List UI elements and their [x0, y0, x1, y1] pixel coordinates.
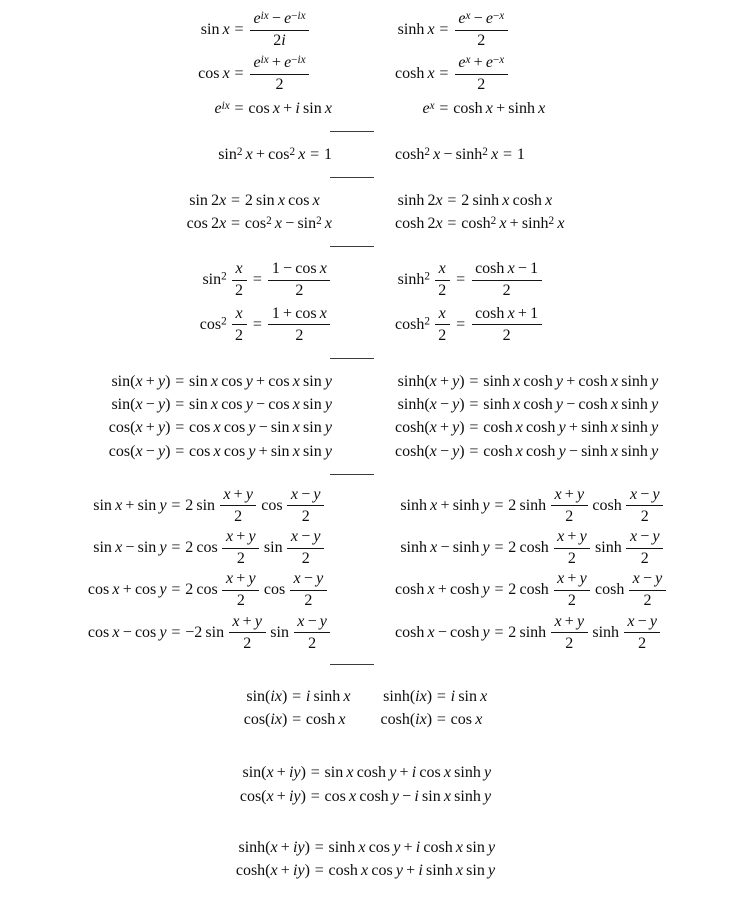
section-divider-rule: [330, 131, 374, 132]
fraction: $\frac{x + y}{2}$: [229, 613, 266, 653]
equation-rhs: sinh x cosh y − cosh x sinh y: [483, 396, 659, 414]
equals-sign: =: [494, 581, 504, 599]
hyperbolic-double-angle: [395, 187, 564, 237]
equation-lhs: cos(x + y): [108, 419, 171, 437]
hyperbolic-column: [395, 368, 731, 465]
equation: [187, 214, 332, 233]
equation: [395, 372, 658, 391]
equation: [200, 305, 332, 345]
equation-rhs: sinh x cosh y + cosh x sinh y: [483, 373, 659, 390]
equation-lhs: sin(x − y): [111, 396, 171, 414]
equation: [395, 99, 545, 118]
equation-lhs: sinh 2x: [397, 192, 443, 209]
equation-rhs: $\cos^2 x - \sin^2 x$: [244, 214, 332, 233]
band-euler-definitions: [0, 6, 731, 122]
equation: [88, 570, 332, 610]
fraction: $\frac{x - y}{2}$: [629, 570, 666, 610]
section-divider-rule: [330, 474, 374, 475]
equation-lhs: $\cos^2$ $\frac{x}{2}$: [200, 305, 248, 345]
equation-lhs: sinh x − sinh y: [400, 538, 490, 556]
trig-half-angle: [200, 256, 332, 349]
equation: [187, 191, 332, 210]
equation-rhs: 2 cosh $\frac{x + y}{2}$ cosh $\frac{x - y}{2}$: [508, 570, 667, 610]
equals-sign: =: [456, 315, 466, 333]
equals-sign: =: [494, 496, 504, 514]
hyperbolic-column: [395, 141, 731, 168]
equation-rhs: cos x cos y − sin x sin y: [189, 419, 332, 437]
equals-sign: =: [171, 623, 181, 641]
equals-sign: =: [469, 396, 479, 414]
equation-rhs: 2 sinh $\frac{x + y}{2}$ cosh $\frac{x - y}{2}$: [508, 486, 667, 526]
hyperbolic-addition: [395, 368, 658, 465]
fraction: $\frac{e^{ix} + e^{-ix}}{2}$: [250, 54, 309, 94]
fraction: $\frac{x - y}{2}$: [290, 570, 327, 610]
equation-rhs: [248, 54, 332, 94]
trig-column: [0, 141, 332, 168]
trig-column: [0, 187, 332, 237]
equals-sign: =: [230, 215, 241, 233]
equation: [395, 260, 543, 300]
equation: [244, 687, 351, 706]
equation-rhs: sin x cos y − cos x sin y: [189, 396, 332, 414]
hyperbolic-column: [395, 6, 731, 122]
equation: [109, 418, 332, 437]
equation-rhs: 2 sin $\frac{x + y}{2}$ cos $\frac{x - y}{2}$: [185, 486, 332, 526]
equation: [198, 10, 332, 50]
equation-rhs: 2 cosh $\frac{x + y}{2}$ sinh $\frac{x - y}{2}$: [508, 528, 667, 568]
trig-column: [0, 256, 332, 349]
fraction: $\frac{\text{cosh x − 1}}{2}$: [472, 260, 542, 300]
equation-rhs: 2 cos $\frac{x + y}{2}$ sin $\frac{x - y}{2}$: [185, 528, 332, 568]
equation-rhs: [470, 260, 543, 300]
equation-lhs: $\cosh^2$ $\frac{x}{2}$: [395, 305, 451, 345]
equation-rhs: 2 sinh $\frac{x + y}{2}$ sinh $\frac{x - y}{2}$: [508, 613, 667, 653]
equation-lhs: sin x − sin y: [93, 538, 167, 556]
equation-lhs: cos 2x: [186, 215, 227, 233]
section-divider-rule: [330, 246, 374, 247]
equation-rhs: cosh x cosh y − sinh x sinh y: [483, 442, 659, 460]
equals-sign: =: [234, 65, 244, 83]
equation-lhs: sin x + sin y: [93, 496, 167, 514]
equals-sign: =: [436, 711, 446, 729]
equation: [395, 10, 545, 50]
equals-sign: =: [171, 538, 181, 556]
equals-sign: =: [469, 442, 479, 460]
equals-sign: =: [439, 99, 449, 117]
equation-lhs: sinh(x + y): [397, 373, 465, 390]
equation-lhs: $e^x$: [422, 99, 435, 117]
equation-lhs: cos(ix): [243, 711, 288, 729]
trig-double-angle: [187, 187, 332, 237]
equation-lhs: sinh(x + iy): [238, 838, 310, 856]
equation-lhs: sin 2x: [189, 192, 227, 209]
hyperbolic-complex-argument: [236, 834, 495, 884]
band-hyperbolic-complex-argument: [0, 834, 731, 884]
equation-lhs: cos(x − y): [108, 442, 171, 460]
fraction: $\frac{x}{2}$: [435, 260, 450, 300]
equation: [381, 687, 488, 706]
fraction: $\frac{x + y}{2}$: [551, 613, 588, 653]
equation-rhs: i sinh x: [305, 688, 351, 705]
equation: [198, 99, 332, 118]
fraction: $\frac{\text{1 + cos x}}{2}$: [268, 305, 330, 345]
equals-sign: =: [494, 538, 504, 556]
equation: [236, 861, 495, 880]
band-addition: [0, 368, 731, 465]
band-imaginary-argument: [0, 683, 731, 733]
equation: [395, 528, 667, 568]
trig-complex-argument: [240, 759, 491, 809]
equals-sign: =: [230, 192, 241, 209]
equals-sign: =: [439, 20, 449, 38]
equation-rhs: [248, 10, 332, 50]
equation: [395, 486, 667, 526]
equals-sign: =: [436, 688, 446, 705]
equation-lhs: $\sin^2$ $\frac{x}{2}$: [200, 260, 248, 300]
equals-sign: =: [310, 764, 320, 782]
equation-rhs: [453, 54, 545, 94]
hyperbolic-imaginary-argument: [381, 683, 488, 733]
equals-sign: =: [469, 373, 479, 390]
fraction: $\frac{\text{1 − cos x}}{2}$: [268, 260, 330, 300]
equation-lhs: $\sin^2 x + \cos^2 x$: [218, 145, 306, 163]
equation-lhs: sin(x + iy): [242, 764, 306, 782]
equals-sign: =: [292, 711, 302, 729]
trig-addition: [109, 368, 332, 465]
fraction: $\frac{x - y}{2}$: [624, 613, 661, 653]
equation-lhs: sin(x + y): [111, 373, 171, 390]
equals-sign: =: [494, 623, 504, 641]
equals-sign: =: [252, 271, 262, 289]
band-half-angle: [0, 256, 731, 349]
equation-rhs: −2 sin $\frac{x + y}{2}$ sin $\frac{x - y}{2}$: [185, 613, 332, 653]
equation-rhs: sin x cos y + cos x sin y: [189, 373, 332, 390]
equation: [381, 710, 488, 729]
fraction: $\frac{e^x - e^{-x}}{2}$: [455, 10, 508, 50]
equation-rhs: 2 cos $\frac{x + y}{2}$ cos $\frac{x - y}{2}$: [185, 570, 332, 610]
equation-lhs: cosh x: [395, 65, 435, 83]
hyperbolic-pythagorean: [395, 141, 525, 168]
fraction: $\frac{x + y}{2}$: [554, 528, 591, 568]
hyperbolic-half-angle: [395, 256, 543, 349]
equation: [244, 710, 351, 729]
equation-lhs: cosh x + cosh y: [395, 581, 490, 599]
fraction: $\frac{e^{ix} - e^{-ix}}{2i}$: [250, 10, 309, 50]
equation: [395, 54, 545, 94]
equation: [88, 528, 332, 568]
equation-lhs: cos x + cos y: [87, 581, 167, 599]
equals-sign: =: [234, 20, 244, 38]
equation-lhs: sinh x + sinh y: [400, 496, 490, 514]
equation-rhs: cos x cos y + sin x sin y: [189, 442, 332, 460]
equation-lhs: cos(x + iy): [239, 787, 306, 805]
equation: [109, 395, 332, 414]
fraction: $\frac{x + y}{2}$: [222, 570, 259, 610]
equation-rhs: i sin x: [450, 688, 488, 705]
equation-rhs: cosh x + sinh x: [453, 99, 546, 117]
equation: [395, 191, 564, 210]
equation-rhs: 2 sinh x cosh x: [461, 192, 553, 209]
equation-lhs: cosh 2x: [395, 215, 443, 233]
equation: [395, 442, 658, 461]
hyperbolic-column: [395, 484, 731, 655]
fraction: $\frac{e^x + e^{-x}}{2}$: [455, 54, 508, 94]
equation-rhs: cos x cosh y − i sin x sinh y: [324, 787, 492, 805]
hyperbolic-column: [395, 256, 731, 349]
fraction: $\frac{x - y}{2}$: [287, 528, 324, 568]
trig-column: [0, 484, 332, 655]
equals-sign: =: [171, 581, 181, 599]
equals-sign: =: [502, 145, 513, 163]
fraction: $\frac{x}{2}$: [435, 305, 450, 345]
fraction: $\frac{x + y}{2}$: [220, 486, 257, 526]
trig-pythagorean: [218, 141, 332, 168]
section-divider-rule: [330, 664, 374, 665]
equation-rhs: cosh x: [305, 711, 346, 729]
equals-sign: =: [447, 215, 457, 233]
equation-rhs: sin x cosh y + i cos x sinh y: [324, 764, 492, 782]
equation-lhs: sinh x: [397, 20, 435, 38]
equation-lhs: sin x: [200, 20, 230, 38]
equation: [236, 838, 495, 857]
equation-lhs: sinh(ix): [383, 688, 433, 705]
equals-sign: =: [175, 419, 185, 437]
equation: [198, 54, 332, 94]
equation: [395, 570, 667, 610]
equals-sign: =: [252, 315, 262, 333]
equation-lhs: cosh(ix): [380, 711, 433, 729]
equals-sign: =: [234, 99, 244, 117]
equation-rhs: 1: [516, 145, 525, 163]
equation-lhs: cosh(x + iy): [235, 861, 310, 879]
equation-lhs: $e^{ix}$: [214, 99, 230, 117]
equation: [395, 305, 543, 345]
equals-sign: =: [314, 861, 324, 879]
equation: [240, 787, 491, 806]
equation-lhs: cosh(x + y): [395, 419, 465, 437]
equation: [395, 418, 658, 437]
hyperbolic-column: [395, 187, 731, 237]
equals-sign: =: [310, 787, 320, 805]
equation: [109, 442, 332, 461]
equals-sign: =: [175, 442, 185, 460]
equation-rhs: [470, 305, 543, 345]
fraction: $\frac{x}{2}$: [232, 260, 247, 300]
fraction: $\frac{x - y}{2}$: [626, 528, 663, 568]
fraction: $\frac{x - y}{2}$: [294, 613, 331, 653]
equals-sign: =: [456, 271, 466, 289]
equation: [88, 486, 332, 526]
equation-rhs: 2 sin x cos x: [244, 192, 320, 209]
equation: [218, 145, 332, 164]
equation-rhs: cosh x cos y + i sinh x sin y: [328, 861, 496, 879]
equals-sign: =: [171, 496, 181, 514]
fraction: $\frac{x - y}{2}$: [287, 486, 324, 526]
equation-lhs: sinh(x − y): [397, 396, 465, 414]
equation-lhs: sin(ix): [246, 688, 288, 705]
equation: [395, 145, 525, 164]
equation-rhs: cos x + i sin x: [248, 99, 332, 117]
equation: [109, 372, 332, 391]
trig-imaginary-argument: [244, 683, 351, 733]
equals-sign: =: [175, 373, 185, 390]
equation: [200, 260, 332, 300]
equation-rhs: [267, 260, 332, 300]
trig-sum-to-product: [88, 484, 332, 655]
equation-lhs: cosh x − cosh y: [395, 623, 490, 641]
equals-sign: =: [310, 145, 320, 163]
trig-column: [0, 368, 332, 465]
band-trig-complex-argument: [0, 759, 731, 809]
equals-sign: =: [447, 192, 457, 209]
fraction: $\frac{x + y}{2}$: [222, 528, 259, 568]
equation-lhs: $\sinh^2$ $\frac{x}{2}$: [395, 260, 451, 300]
equals-sign: =: [439, 65, 449, 83]
equation-lhs: $\cosh^2 x - \sinh^2 x$: [395, 145, 499, 163]
equation-lhs: cos x: [198, 65, 230, 83]
section-divider-rule: [330, 358, 374, 359]
equation-rhs: sinh x cos y + i cosh x sin y: [328, 838, 496, 856]
fraction: $\frac{\text{cosh x + 1}}{2}$: [472, 305, 542, 345]
band-double-angle: [0, 187, 731, 237]
fraction: $\frac{x}{2}$: [232, 305, 247, 345]
equals-sign: =: [314, 838, 324, 856]
trig-column: [0, 6, 332, 122]
equation-rhs: [267, 305, 332, 345]
band-sum-to-product: [0, 484, 731, 655]
equation: [395, 395, 658, 414]
equation-rhs: cos x: [450, 711, 483, 729]
hyperbolic-sum-to-product: [395, 484, 667, 655]
equals-sign: =: [292, 688, 302, 705]
fraction: $\frac{x + y}{2}$: [554, 570, 591, 610]
section-divider-rule: [330, 177, 374, 178]
fraction: $\frac{x + y}{2}$: [551, 486, 588, 526]
trig-euler-definitions: [198, 6, 332, 122]
equation-rhs: $\cosh^2 x + \sinh^2 x$: [461, 214, 565, 233]
equation-rhs: cosh x cosh y + sinh x sinh y: [483, 419, 659, 437]
equation: [240, 763, 491, 782]
equation: [395, 214, 564, 233]
equals-sign: =: [175, 396, 185, 414]
equation: [88, 613, 332, 653]
hyperbolic-euler-definitions: [395, 6, 545, 122]
fraction: $\frac{x - y}{2}$: [626, 486, 663, 526]
band-pythagorean: [0, 141, 731, 168]
equation-rhs: [453, 10, 545, 50]
equation: [395, 613, 667, 653]
equation-rhs: 1: [324, 145, 332, 163]
equals-sign: =: [469, 419, 479, 437]
equation-lhs: cosh(x − y): [395, 442, 465, 460]
equation-lhs: cos x − cos y: [87, 623, 167, 641]
